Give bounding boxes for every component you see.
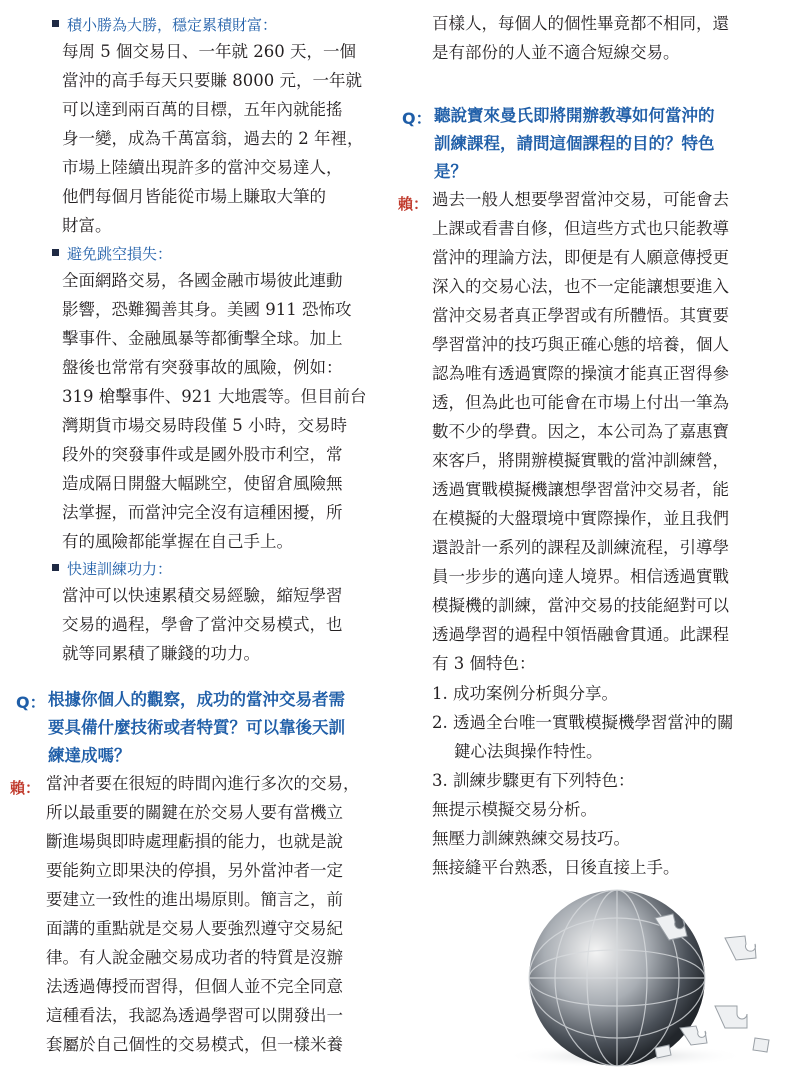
- answer-line: 認為唯有透過實際的操演才能真正習得參: [432, 364, 729, 383]
- answer-line: 斷進場與即時處理虧損的能力，也就是說: [46, 832, 343, 851]
- bullet-heading-3: [52, 558, 172, 579]
- answer-line: 要建立一致性的進出場原則。簡言之，前: [46, 890, 343, 909]
- list-item: 無接縫平台熟悉，日後直接上手。: [432, 858, 680, 877]
- list-item: 1. 成功案例分析與分享。: [432, 684, 618, 703]
- answer-line: 當沖者要在很短的時間內進行多次的交易，: [46, 774, 360, 793]
- answer-line: 員一步步的邁向達人境界。相信透過實戰: [432, 567, 729, 586]
- bullet-heading-2: [52, 243, 172, 264]
- body-line: 法掌握，而當沖完全沒有這種困擾，所: [62, 503, 343, 522]
- answer-line: 模擬機的訓練，當沖交易的技能絕對可以: [432, 596, 729, 615]
- answer-line: 透過學習的過程中領悟融會貫通。此課程: [432, 625, 729, 644]
- body-line: 百樣人，每個人的個性畢竟都不相同，還: [432, 14, 729, 33]
- body-line: 有的風險都能掌握在自己手上。: [62, 532, 293, 551]
- body-line: 是有部份的人並不適合短線交易。: [432, 43, 680, 62]
- answer-line: 這種看法，我認為透過學習可以開發出一: [46, 1006, 343, 1025]
- answer-line: 律。有人說金融交易成功者的特質是沒辦: [46, 948, 343, 967]
- question-line: 聽說寶來曼氏即將開辦教導如何當沖的: [434, 106, 715, 125]
- question-line: 要具備什麼技術或者特質？可以靠後天訓: [48, 718, 345, 737]
- body-line: 擊事件、金融風暴等都衝擊全球。加上: [62, 329, 343, 348]
- body-line: 可以達到兩百萬的目標，五年內就能搖: [62, 100, 343, 119]
- answer-line: 在模擬的大盤環境中實際操作，並且我們: [432, 509, 729, 528]
- list-item: 無壓力訓練熟練交易技巧。: [432, 829, 630, 848]
- body-line: 影響，恐難獨善其身。美國 911 恐怖攻: [62, 300, 352, 319]
- answer-line: 面講的重點就是交易人要強烈遵守交易紀: [46, 919, 343, 938]
- answer-line: 要能夠立即果決的停損，另外當沖者一定: [46, 861, 343, 880]
- answer-line: 透過實戰模擬機讓想學習當沖交易者，能: [432, 480, 729, 499]
- question-line: 根據你個人的觀察，成功的當沖交易者需: [48, 690, 345, 709]
- body-line: 他們每個月皆能從市場上賺取大筆的: [62, 187, 326, 206]
- answer-line: 法透過傳授而習得，但個人並不完全同意: [46, 977, 343, 996]
- body-line: 就等同累積了賺錢的功力。: [62, 644, 260, 663]
- answer-line: 當沖的理論方法，即便是有人願意傳授更: [432, 248, 729, 267]
- answer-line: 當沖交易者真正學習或有所體悟。其實要: [432, 306, 729, 325]
- body-line: 段外的突發事件或是國外股市利空，常: [62, 445, 343, 464]
- puzzle-globe-illustration: [505, 878, 780, 1068]
- list-item: 無提示模擬交易分析。: [432, 800, 597, 819]
- answer-line: 過去一般人想要學習當沖交易，可能會去: [432, 190, 729, 209]
- answer-line: 學習當沖的技巧與正確心態的培養，個人: [432, 335, 729, 354]
- answer-line: 深入的交易心法，也不一定能讓想要進入: [432, 277, 729, 296]
- body-line: 盤後也常常有突發事故的風險，例如：: [62, 358, 343, 377]
- answer-line: 數不少的學費。因之，本公司為了嘉惠寶: [432, 422, 729, 441]
- bullet-heading-1-text: 積小勝為大勝，穩定累積財富：: [67, 16, 278, 34]
- answer-marker: 賴：: [10, 779, 41, 797]
- bullet-heading-2-text: 避免跳空損失：: [67, 245, 173, 263]
- body-line: 市場上陸續出現許多的當沖交易達人，: [62, 158, 343, 177]
- list-item: 2. 透過全台唯一實戰模擬機學習當沖的關: [432, 713, 734, 732]
- list-item: 鍵心法與操作特性。: [454, 742, 603, 761]
- body-line: 造成隔日開盤大幅跳空，使留倉風險無: [62, 474, 343, 493]
- bullet-heading-1: [52, 14, 277, 35]
- question-line: 訓練課程，請問這個課程的目的？特色: [434, 134, 715, 153]
- list-item: 3. 訓練步驟更有下列特色：: [432, 771, 635, 790]
- answer-line: 來客戶，將開辦模擬實戰的當沖訓練營，: [432, 451, 729, 470]
- question-marker: Q：: [16, 693, 46, 712]
- body-line: 財富。: [62, 216, 112, 235]
- bullet-square-icon: [52, 20, 59, 27]
- body-line: 319 槍擊事件、921 大地震等。但目前台: [62, 387, 367, 406]
- body-line: 當沖可以快速累積交易經驗，縮短學習: [62, 586, 343, 605]
- body-line: 每周 5 個交易日、一年就 260 天，一個: [62, 42, 356, 61]
- body-line: 當沖的高手每天只要賺 8000 元，一年就: [62, 71, 362, 90]
- bullet-square-icon: [52, 249, 59, 256]
- body-line: 全面網路交易，各國金融市場彼此連動: [62, 271, 343, 290]
- answer-line: 還設計一系列的課程及訓練流程，引導學: [432, 538, 729, 557]
- bullet-heading-3-text: 快速訓練功力：: [67, 560, 173, 578]
- answer-line: 所以最重要的關鍵在於交易人要有當機立: [46, 803, 343, 822]
- answer-marker: 賴：: [398, 195, 429, 213]
- answer-line: 上課或看書自修，但這些方式也只能教導: [432, 219, 729, 238]
- question-marker: Q：: [402, 109, 432, 128]
- answer-line: 有 3 個特色：: [432, 654, 536, 673]
- answer-line: 套屬於自己個性的交易模式，但一樣米養: [46, 1035, 343, 1054]
- body-line: 灣期貨市場交易時段僅 5 小時，交易時: [62, 416, 347, 435]
- answer-line: 透，但為此也可能會在市場上付出一筆為: [432, 393, 729, 412]
- body-line: 身一變，成為千萬富翁，過去的 2 年裡，: [62, 129, 364, 148]
- question-line: 是？: [434, 162, 467, 181]
- bullet-square-icon: [52, 564, 59, 571]
- body-line: 交易的過程，學會了當沖交易模式，也: [62, 615, 343, 634]
- question-line: 練達成嗎？: [48, 746, 131, 765]
